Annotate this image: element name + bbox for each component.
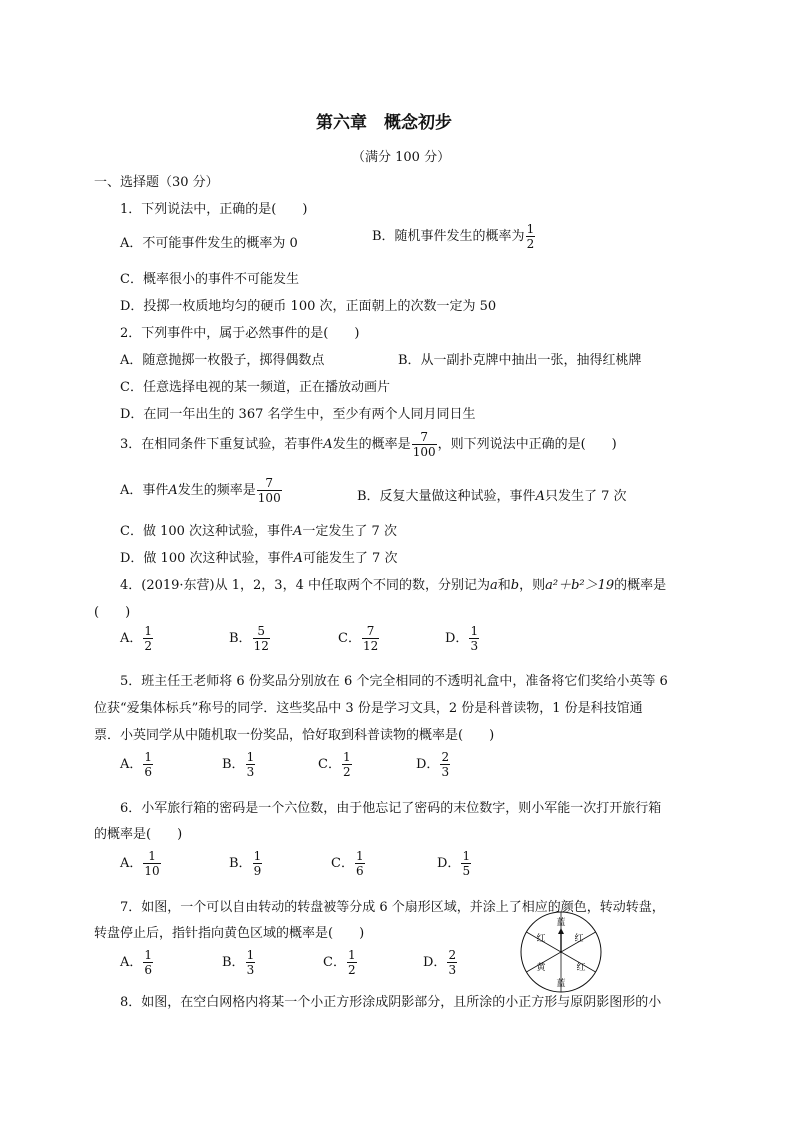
- q4-c-den: 12: [362, 639, 379, 653]
- q4-c-fraction: [362, 624, 379, 653]
- q3-c-tail: 一定发生了 7 次: [302, 524, 397, 539]
- q6-d-den: 5: [462, 864, 471, 878]
- q6-c-den: 6: [355, 864, 364, 878]
- q4-option-a: [120, 624, 154, 653]
- q5-b-num: 1: [246, 750, 255, 764]
- q5-d-num: 2: [441, 750, 450, 764]
- q4-bracket: ( ): [94, 605, 131, 620]
- q4-option-c: [338, 624, 380, 653]
- q4-a-den: 2: [144, 639, 153, 653]
- q4-b-num: 5: [257, 624, 266, 638]
- q5-option-d: [416, 750, 451, 779]
- section-heading: 一、选择题（30 分）: [94, 175, 219, 190]
- q5-line2: 位获“爱集体标兵”称号的同学．这些奖品中 3 份是学习文具，2 份是科普读物，1 份是科技馆通: [94, 701, 643, 716]
- q3-stem-a: 3．在相同条件下重复试验，若事件: [120, 437, 324, 452]
- q4-c-num: 7: [366, 624, 375, 638]
- q4-d-fraction: [469, 624, 479, 653]
- q2-option-b: B．从一副扑克牌中抽出一张，抽得红桃牌: [398, 353, 642, 368]
- q4-a-num: 1: [144, 624, 153, 638]
- q2-option-d: D．在同一年出生的 367 名学生中，至少有两个人同月同日生: [120, 407, 476, 422]
- q7-b-label: B．: [222, 955, 245, 970]
- q3-den: 100: [412, 445, 436, 459]
- q3-option-a: [120, 476, 283, 505]
- q6-option-d: [437, 849, 472, 878]
- q2-option-c: C．任意选择电视的某一频道，正在播放动画片: [120, 380, 390, 395]
- q6-a-label: A．: [120, 856, 143, 871]
- q3-fraction: [412, 430, 437, 459]
- q3-stem-c: ，则下列说法中正确的是( ): [437, 437, 617, 452]
- q5-d-den: 3: [441, 765, 450, 779]
- q7-option-b: [222, 948, 256, 977]
- q5-line1: 5．班主任王老师将 6 份奖品分别放在 6 个完全相同的不透明礼盒中，准备将它们奖给小英等 6: [120, 674, 668, 689]
- q4-stem-c: 的概率是: [614, 578, 667, 593]
- q1-b-num: 1: [526, 222, 535, 236]
- q5-d-label: D．: [416, 757, 440, 772]
- q6-option-c: [331, 849, 366, 878]
- q3-b-var: A: [535, 489, 545, 504]
- q1-option-b-text: B．随机事件发生的概率为: [372, 229, 525, 244]
- page-title: 第六章 概念初步: [316, 113, 452, 133]
- q6-b-den: 9: [253, 864, 262, 878]
- q5-a-label: A．: [120, 757, 143, 772]
- q7-option-a: [120, 948, 154, 977]
- q3-var: A: [323, 437, 333, 452]
- q7-line1: 7．如图，一个可以自由转动的转盘被等分成 6 个扇形区域，并涂上了相应的颜色，转动转盘，: [120, 900, 665, 915]
- q2-option-a: A．随意抛掷一枚骰子，掷得偶数点: [120, 353, 325, 368]
- spinner-wheel-figure: [519, 910, 603, 994]
- q6-a-num: 1: [148, 849, 156, 863]
- q6-c-num: 1: [355, 849, 364, 863]
- q3-a-den: 100: [257, 491, 281, 505]
- q7-d-fraction: [447, 948, 457, 977]
- q7-d-label: D．: [423, 955, 447, 970]
- q4-d-den: 3: [470, 639, 479, 653]
- q5-option-a: [120, 750, 154, 779]
- q7-d-den: 3: [448, 963, 457, 977]
- q5-a-fraction: [143, 750, 153, 779]
- q7-a-den: 6: [144, 963, 153, 977]
- q4-option-b: [229, 624, 271, 653]
- q4-a-label: A．: [120, 631, 143, 646]
- q4-a-fraction: [143, 624, 153, 653]
- q3-d-var: A: [293, 551, 303, 566]
- q3-stem: [120, 430, 617, 459]
- q6-d-fraction: [461, 849, 471, 878]
- q6-c-fraction: [355, 849, 365, 878]
- q6-b-label: B．: [229, 856, 252, 871]
- q4-stem-a: 4．(2019·东营)从 1，2，3，4 中任取两个不同的数，分别记为: [120, 578, 490, 593]
- q4-b-fraction: [253, 624, 270, 653]
- q4-b-den: 12: [253, 639, 269, 653]
- wheel-label-upper-right: 红: [574, 934, 584, 944]
- q1-b-den: 2: [526, 237, 535, 251]
- q5-option-c: [318, 750, 353, 779]
- q1-stem: 1．下列说法中，正确的是( ): [120, 202, 308, 217]
- q5-line3: 票．小英同学从中随机取一份奖品，恰好取到科普读物的概率是( ): [94, 728, 495, 743]
- q6-d-num: 1: [462, 849, 471, 863]
- wheel-label-lower-right: 红: [576, 963, 586, 973]
- q7-line2: 转盘停止后，指针指向黄色区域的概率是( ): [94, 926, 365, 941]
- q3-c-text: C．做 100 次这种试验，事件: [120, 524, 294, 539]
- q5-d-fraction: [440, 750, 450, 779]
- q3-d-text: D．做 100 次这种试验，事件: [120, 551, 294, 566]
- wheel-label-lower-left: 黄: [536, 963, 546, 973]
- wheel-label-top: 蓝: [556, 918, 566, 928]
- q7-b-den: 3: [246, 963, 255, 977]
- q5-b-fraction: [246, 750, 256, 779]
- q3-b-text: B．反复大量做这种试验，事件: [357, 489, 536, 504]
- q2-stem: 2．下列事件中，属于必然事件的是( ): [120, 326, 360, 341]
- q6-option-a: [120, 849, 162, 878]
- q3-a-num: 7: [265, 476, 274, 490]
- q4-option-d: [445, 624, 480, 653]
- q1-option-d: D．投掷一枚质地均匀的硬币 100 次，正面朝上的次数一定为 50: [120, 299, 497, 314]
- q3-option-c: [120, 520, 397, 539]
- q6-line2: 的概率是( ): [94, 827, 183, 842]
- q5-c-den: 2: [342, 765, 351, 779]
- q6-a-fraction: [143, 849, 160, 878]
- q4-var-a: a: [489, 578, 498, 593]
- q6-d-label: D．: [437, 856, 461, 871]
- q7-c-num: 1: [347, 948, 356, 962]
- q3-stem-b: 发生的概率是: [332, 437, 411, 452]
- q7-a-fraction: [143, 948, 153, 977]
- q5-option-b: [222, 750, 256, 779]
- q4-b-label: B．: [229, 631, 252, 646]
- q7-b-num: 1: [246, 948, 255, 962]
- q5-c-num: 1: [342, 750, 351, 764]
- q1-option-a: A．不可能事件发生的概率为 0: [120, 236, 298, 251]
- q3-b-tail: 只发生了 7 次: [544, 489, 627, 504]
- q3-a-mid: 发生的频率是: [177, 483, 256, 498]
- q5-b-label: B．: [222, 757, 245, 772]
- q3-option-b: [357, 485, 627, 504]
- q7-c-label: C．: [323, 955, 346, 970]
- wheel-label-upper-left: 红: [536, 934, 546, 944]
- q1-option-b: [372, 222, 536, 251]
- q6-option-b: [229, 849, 263, 878]
- q4-expr: a²＋b²＞19: [545, 578, 615, 593]
- q4-var-b: b: [510, 578, 520, 593]
- q6-b-num: 1: [253, 849, 262, 863]
- q7-d-num: 2: [448, 948, 457, 962]
- q3-num: 7: [420, 430, 428, 444]
- q6-b-fraction: [253, 849, 263, 878]
- q4-d-label: D．: [445, 631, 469, 646]
- q5-c-fraction: [342, 750, 352, 779]
- q6-c-label: C．: [331, 856, 354, 871]
- pointer-arrow-icon: [558, 928, 564, 934]
- q6-a-den: 10: [144, 864, 160, 878]
- q4-c-label: C．: [338, 631, 361, 646]
- q7-a-num: 1: [144, 948, 153, 962]
- q3-d-tail: 可能发生了 7 次: [302, 551, 398, 566]
- q6-line1: 6．小军旅行箱的密码是一个六位数，由于他忘记了密码的末位数字，则小军能一次打开旅行箱: [120, 801, 662, 816]
- q7-option-c: [323, 948, 358, 977]
- q7-a-label: A．: [120, 955, 143, 970]
- page-subtitle: （满分 100 分）: [352, 150, 451, 165]
- q3-option-d: [120, 547, 397, 566]
- q7-b-fraction: [246, 948, 256, 977]
- q4-d-num: 1: [470, 624, 479, 638]
- q1-option-b-fraction: [526, 222, 536, 251]
- q5-c-label: C．: [318, 757, 341, 772]
- q7-option-d: [423, 948, 458, 977]
- q3-a-var: A: [168, 483, 178, 498]
- q1-option-c: C．概率很小的事件不可能发生: [120, 272, 299, 287]
- q7-c-fraction: [347, 948, 357, 977]
- q3-a-fraction: [257, 476, 282, 505]
- q4-stem-b: ，则: [519, 578, 546, 593]
- q5-a-den: 6: [144, 765, 153, 779]
- wheel-label-bottom: 蓝: [556, 979, 566, 989]
- q7-c-den: 2: [347, 963, 356, 977]
- q3-a-prefix: A．事件: [120, 483, 169, 498]
- q4-stem: [120, 574, 666, 593]
- q5-b-den: 3: [246, 765, 255, 779]
- q8-line1: 8．如图，在空白网格内将某一个小正方形涂成阴影部分，且所涂的小正方形与原阴影图形的小: [120, 995, 662, 1010]
- q3-c-var: A: [293, 524, 303, 539]
- q5-a-num: 1: [144, 750, 153, 764]
- q4-and: 和: [497, 578, 511, 593]
